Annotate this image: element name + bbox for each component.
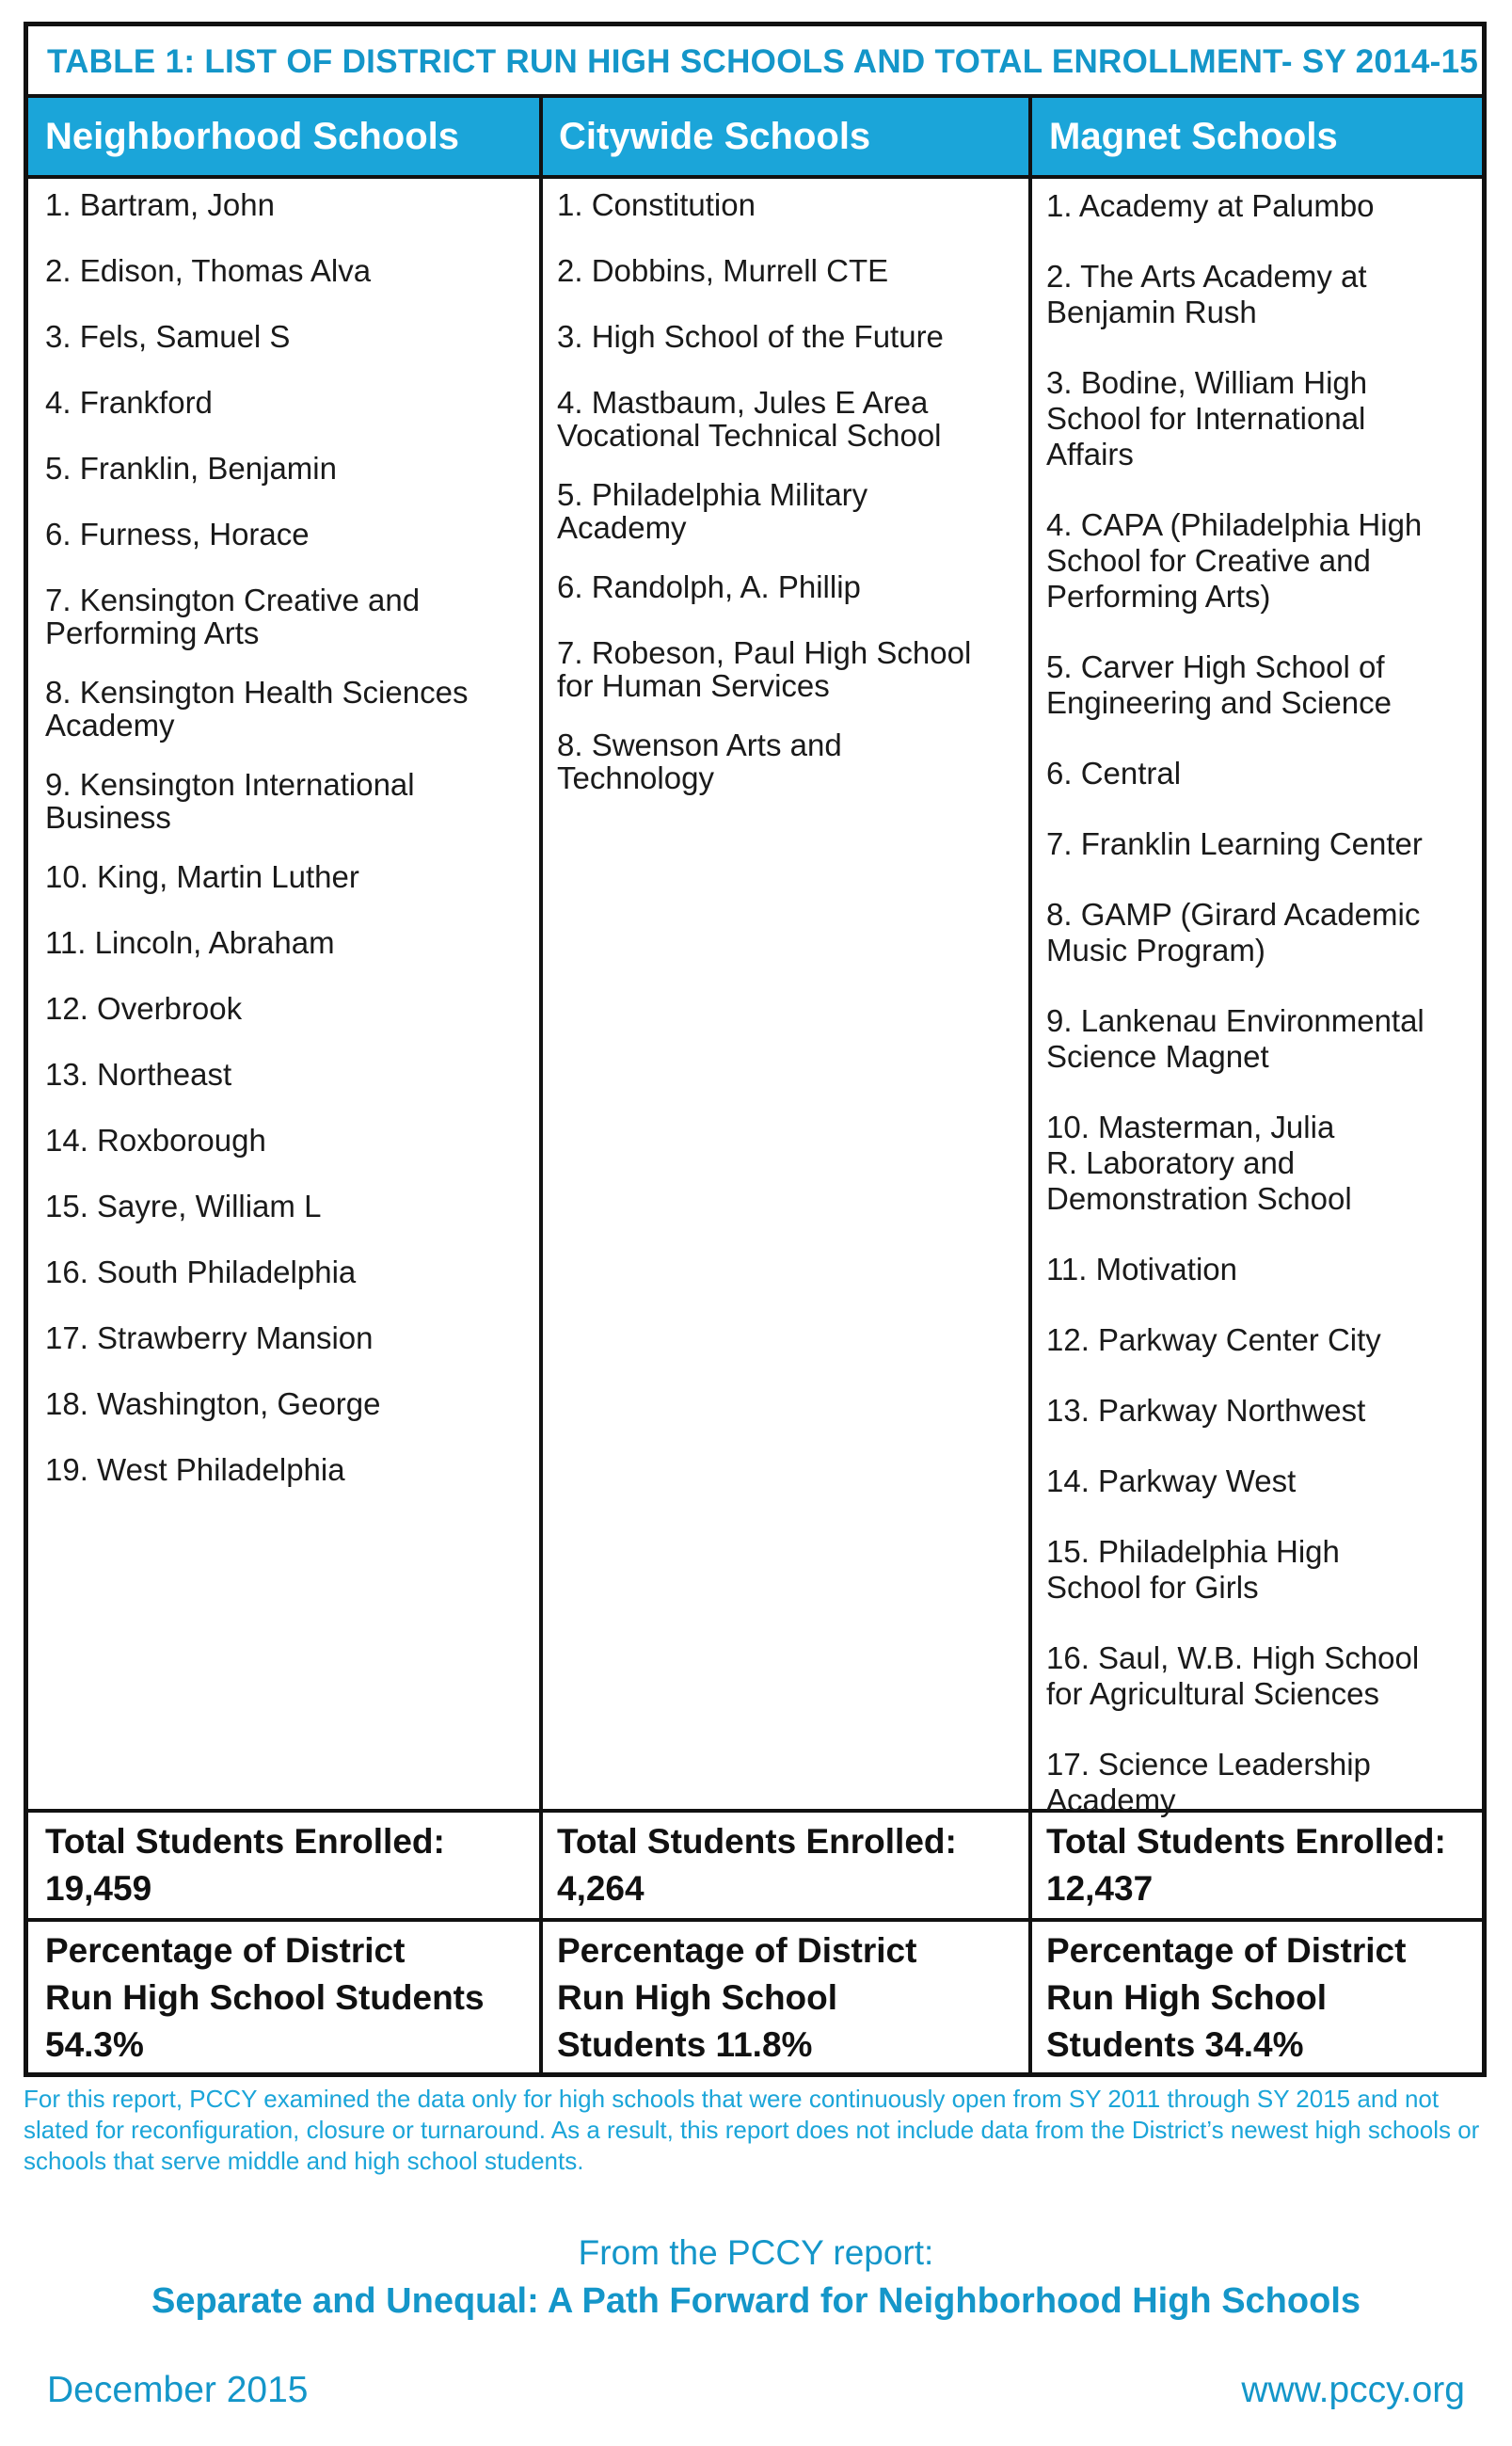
school-list-item <box>1046 188 1479 224</box>
school-name-line: 1. Academy at Palumbo <box>1046 188 1375 223</box>
column-heading-citywide: Citywide Schools <box>559 116 871 157</box>
school-list-item <box>45 992 534 1025</box>
school-list-item <box>45 926 534 959</box>
school-name-line: 16. South Philadelphia <box>45 1255 357 1289</box>
total-label: Total Students Enrolled: <box>557 1822 957 1861</box>
school-name-line: 2. Edison, Thomas Alva <box>45 253 372 288</box>
school-list-item <box>557 386 1023 452</box>
school-list-item <box>45 1321 534 1354</box>
school-name-line: 8. GAMP (Girard Academic <box>1046 897 1421 932</box>
school-name-line: 15. Philadelphia High <box>1046 1534 1340 1569</box>
school-list-item <box>45 518 534 551</box>
percent-line: Percentage of District <box>45 1931 406 1970</box>
school-name-line: School for Creative and <box>1046 543 1371 578</box>
school-list-item <box>45 1453 534 1486</box>
school-list-item <box>45 860 534 893</box>
school-list-item <box>45 452 534 485</box>
percent-magnet <box>1046 1927 1406 2069</box>
school-name-line: 6. Furness, Horace <box>45 517 310 552</box>
school-name-line: 4. CAPA (Philadelphia High <box>1046 507 1423 542</box>
percent-neighborhood <box>45 1927 485 2069</box>
percent-line: Run High School <box>557 1978 838 2017</box>
school-name-line: 8. Kensington Health Sciences <box>45 675 469 710</box>
table-caption: TABLE 1: LIST OF DISTRICT RUN HIGH SCHOOLS AND TOTAL ENROLLMENT- SY 2014-15 <box>47 43 1479 80</box>
school-name-line: 12. Parkway Center City <box>1046 1322 1381 1357</box>
total-value: 12,437 <box>1046 1869 1154 1908</box>
school-name-line: 7. Robeson, Paul High School <box>557 635 972 670</box>
school-name-line: 1. Bartram, John <box>45 187 275 222</box>
school-name-line: 7. Kensington Creative and <box>45 583 421 617</box>
column-divider <box>1028 94 1032 2077</box>
school-name-line: Affairs <box>1046 437 1134 472</box>
school-list-item <box>1046 1463 1479 1499</box>
school-name-line: 5. Franklin, Benjamin <box>45 451 337 486</box>
percent-line: Percentage of District <box>1046 1931 1407 1970</box>
total-enrolled-magnet <box>1046 1818 1446 1912</box>
percent-citywide <box>557 1927 916 2069</box>
school-name-line: 8. Swenson Arts and <box>557 727 842 762</box>
school-name-line: 4. Frankford <box>45 385 213 420</box>
school-name-line: 17. Strawberry Mansion <box>45 1320 374 1355</box>
school-list-item <box>557 636 1023 702</box>
school-list-item <box>1046 1393 1479 1429</box>
row-divider <box>28 1918 1482 1922</box>
school-name-line: 14. Parkway West <box>1046 1463 1297 1498</box>
school-name-line: 13. Parkway Northwest <box>1046 1393 1366 1428</box>
school-name-line: Vocational Technical School <box>557 418 942 453</box>
school-name-line: 12. Overbrook <box>45 991 243 1026</box>
percent-line: Run High School Students <box>45 1978 485 2017</box>
school-list-item <box>1046 365 1479 472</box>
school-name-line: R. Laboratory and <box>1046 1145 1296 1180</box>
total-enrolled-citywide <box>557 1818 957 1912</box>
school-name-line: 11. Lincoln, Abraham <box>45 925 335 960</box>
magnet-schools-list <box>1046 188 1479 1853</box>
school-name-line: 6. Central <box>1046 756 1182 791</box>
school-name-line: Academy <box>1046 1783 1176 1817</box>
school-list-item <box>557 570 1023 603</box>
total-label: Total Students Enrolled: <box>45 1822 445 1861</box>
school-list-item <box>557 254 1023 287</box>
total-enrolled-neighborhood <box>45 1818 445 1912</box>
school-name-line: Academy <box>557 510 687 545</box>
school-name-line: 3. Fels, Samuel S <box>45 319 291 354</box>
school-list-item <box>1046 649 1479 721</box>
enrollment-table <box>24 22 1487 2077</box>
school-name-line: for Agricultural Sciences <box>1046 1676 1379 1711</box>
school-name-line: 1. Constitution <box>557 187 756 222</box>
school-name-line: 4. Mastbaum, Jules E Area <box>557 385 929 420</box>
school-list-item <box>45 1387 534 1420</box>
school-name-line: 10. King, Martin Luther <box>45 859 359 894</box>
school-name-line: 10. Masterman, Julia <box>1046 1110 1335 1144</box>
total-value: 4,264 <box>557 1869 645 1908</box>
school-list-item <box>1046 1322 1479 1358</box>
footnote: For this report, PCCY examined the data only for high schools that were continuously open from SY 2011 through SY 2015 and not slated for reconfiguration, closure or turnaround. As a result, this report does not include data from the District’s newest high schools or schools that serve middle and high school students. <box>24 2085 1480 2175</box>
school-name-line: 2. Dobbins, Murrell CTE <box>557 253 889 288</box>
school-list-item <box>1046 826 1479 862</box>
school-list-item <box>45 320 534 353</box>
citywide-schools-list <box>557 188 1023 821</box>
school-name-line: 19. West Philadelphia <box>45 1452 345 1487</box>
school-name-line: Academy <box>45 708 175 743</box>
school-name-line: 6. Randolph, A. Phillip <box>557 569 861 604</box>
total-label: Total Students Enrolled: <box>1046 1822 1446 1861</box>
source-line: From the PCCY report: <box>578 2233 934 2272</box>
school-name-line: Business <box>45 800 171 835</box>
school-name-line: Science Magnet <box>1046 1039 1269 1074</box>
school-name-line: 15. Sayre, William L <box>45 1189 322 1223</box>
school-list-item <box>1046 897 1479 968</box>
school-list-item <box>1046 756 1479 791</box>
school-list-item <box>45 1058 534 1091</box>
school-name-line: Technology <box>557 760 714 795</box>
website-link[interactable]: www.pccy.org <box>1241 2370 1465 2410</box>
school-name-line: 7. Franklin Learning Center <box>1046 826 1423 861</box>
school-name-line: 9. Kensington International <box>45 767 415 802</box>
school-list-item <box>45 584 534 649</box>
school-name-line: Benjamin Rush <box>1046 295 1257 329</box>
school-list-item <box>557 478 1023 544</box>
school-list-item <box>45 188 534 221</box>
school-list-item <box>45 386 534 419</box>
school-list-item <box>1046 1534 1479 1606</box>
school-list-item <box>1046 1003 1479 1075</box>
percent-line: Percentage of District <box>557 1931 917 1970</box>
school-name-line: 3. Bodine, William High <box>1046 365 1368 400</box>
percent-line: Students 34.4% <box>1046 2025 1304 2064</box>
table-header-row <box>28 94 1482 179</box>
school-list-item <box>45 1190 534 1223</box>
school-name-line: School for International <box>1046 401 1366 436</box>
report-title: Separate and Unequal: A Path Forward for Neighborhood High Schools <box>151 2281 1361 2321</box>
school-name-line: 11. Motivation <box>1046 1252 1237 1287</box>
column-heading-neighborhood: Neighborhood Schools <box>45 116 459 157</box>
school-name-line: School for Girls <box>1046 1570 1259 1605</box>
school-list-item <box>557 320 1023 353</box>
school-name-line: Performing Arts) <box>1046 579 1271 614</box>
column-heading-magnet: Magnet Schools <box>1049 116 1338 157</box>
percent-line: Run High School <box>1046 1978 1328 2017</box>
school-name-line: 17. Science Leadership <box>1046 1747 1371 1782</box>
school-name-line: 16. Saul, W.B. High School <box>1046 1640 1420 1675</box>
school-name-line: for Human Services <box>557 668 830 703</box>
school-list-item <box>45 768 534 834</box>
school-name-line: 9. Lankenau Environmental <box>1046 1003 1424 1038</box>
school-name-line: 13. Northeast <box>45 1057 232 1092</box>
total-value: 19,459 <box>45 1869 152 1908</box>
school-name-line: Demonstration School <box>1046 1181 1352 1216</box>
school-name-line: Engineering and Science <box>1046 685 1392 720</box>
school-list-item <box>557 188 1023 221</box>
percent-line: 54.3% <box>45 2025 144 2064</box>
school-list-item <box>45 1255 534 1288</box>
neighborhood-schools-list <box>45 188 534 1519</box>
school-list-item <box>1046 1252 1479 1287</box>
school-list-item <box>45 1124 534 1157</box>
school-name-line: Performing Arts <box>45 615 260 650</box>
school-list-item <box>1046 1110 1479 1217</box>
percent-line: Students 11.8% <box>557 2025 813 2064</box>
school-list-item <box>45 254 534 287</box>
school-name-line: 18. Washington, George <box>45 1386 381 1421</box>
school-list-item <box>1046 1747 1479 1818</box>
school-name-line: 3. High School of the Future <box>557 319 944 354</box>
school-list-item <box>1046 507 1479 615</box>
school-list-item <box>45 676 534 742</box>
publication-date: December 2015 <box>47 2370 309 2410</box>
school-name-line: Music Program) <box>1046 933 1265 967</box>
school-name-line: 14. Roxborough <box>45 1123 266 1158</box>
school-name-line: 5. Philadelphia Military <box>557 477 868 512</box>
school-name-line: 2. The Arts Academy at <box>1046 259 1367 294</box>
column-divider <box>539 94 543 2077</box>
school-list-item <box>1046 259 1479 330</box>
school-name-line: 5. Carver High School of <box>1046 649 1385 684</box>
school-list-item <box>557 728 1023 794</box>
school-list-item <box>1046 1640 1479 1712</box>
